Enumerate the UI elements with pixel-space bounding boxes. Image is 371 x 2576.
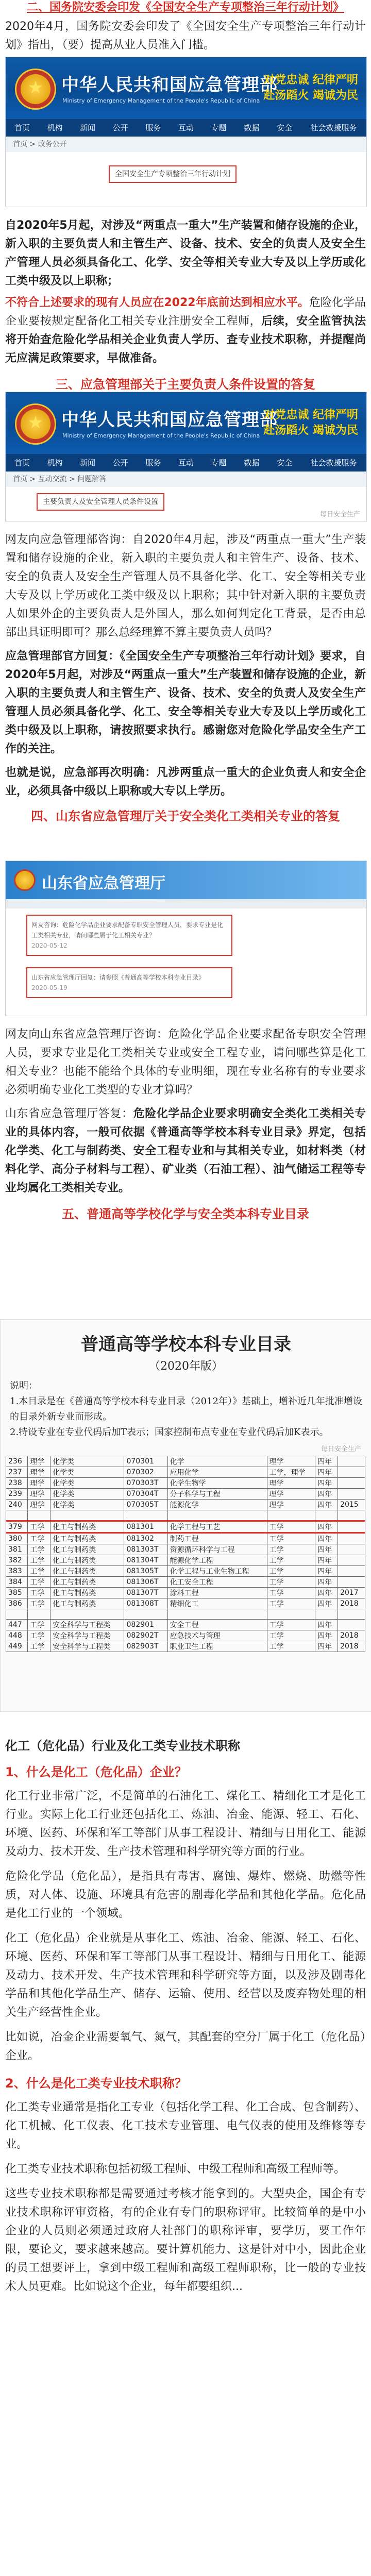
catalog-cell: 理学 bbox=[267, 1478, 315, 1489]
catalog-cell: 安全工程 bbox=[167, 1620, 267, 1630]
catalog-cell: 236 bbox=[6, 1456, 28, 1467]
question-text: 网友咨询：危险化学品企业要求配备专职安全管理人员，要求专业是化工类相关专业，请问哪些属于化工相关专业？ bbox=[31, 921, 224, 939]
heading-2: 二、国务院安委会印发《全国安全生产专项整治三年行动计划》 bbox=[26, 1, 344, 14]
catalog-cell: 资源循环科学与工程 bbox=[167, 1544, 267, 1555]
catalog-cell bbox=[338, 1489, 365, 1500]
nav-item[interactable]: 机构 bbox=[47, 123, 63, 132]
heading-3: 三、应急管理部关于主要负责人条件设置的答复 bbox=[56, 377, 315, 392]
catalog-cell bbox=[167, 1510, 267, 1521]
catalog-note-title: 说明： bbox=[10, 1380, 38, 1391]
section-4-text bbox=[0, 1025, 371, 1223]
ministry-title-en: Ministry of Emergency Management of the People's Republic of China bbox=[62, 97, 260, 104]
catalog-cell: 四年 bbox=[315, 1467, 338, 1478]
catalog-row bbox=[6, 1620, 365, 1630]
catalog-cell: 化工与制药类 bbox=[50, 1544, 124, 1555]
catalog-cell: 380 bbox=[6, 1533, 28, 1544]
ministry-website-screenshot-1 bbox=[5, 57, 367, 207]
catalog-cell: 四年 bbox=[315, 1566, 338, 1577]
catalog-cell: 四年 bbox=[315, 1533, 338, 1544]
catalog-cell bbox=[50, 1510, 124, 1521]
nav-item[interactable]: 专题 bbox=[211, 458, 227, 467]
catalog-cell: 化工与制药类 bbox=[50, 1555, 124, 1566]
catalog-cell: 四年 bbox=[315, 1555, 338, 1566]
nav-item[interactable]: 公开 bbox=[112, 123, 128, 132]
catalog-row bbox=[6, 1555, 365, 1566]
catalog-cell bbox=[338, 1510, 365, 1521]
catalog-row bbox=[6, 1544, 365, 1555]
answer-date: 2020-05-19 bbox=[31, 984, 68, 991]
catalog-cell: 安全科学与工程类 bbox=[50, 1620, 124, 1630]
question-box bbox=[26, 915, 232, 956]
nav-item[interactable]: 专题 bbox=[211, 123, 227, 132]
catalog-cell: 381 bbox=[6, 1544, 28, 1555]
paragraph-2-text: 自2020年5月起，对涉及“两重点一重大”生产装置和储存设施的企业，新入职的主要负责人和主管生产、设备、技术、安全的负责人及安全生产管理人员必须具备化工、化学、安全等相关专业大专及以上学历或化工类中级及以上职称； bbox=[5, 219, 366, 288]
paragraph-8 bbox=[0, 1105, 371, 1198]
catalog-cell: 070301 bbox=[124, 1456, 167, 1467]
nav-item[interactable]: 首页 bbox=[14, 458, 30, 467]
catalog-cell bbox=[124, 1510, 167, 1521]
catalog-cell: 理学 bbox=[28, 1456, 50, 1467]
catalog-cell: 383 bbox=[6, 1566, 28, 1577]
nav-item[interactable]: 互动 bbox=[178, 458, 194, 467]
catalog-cell: 449 bbox=[6, 1641, 28, 1652]
catalog-cell: 四年 bbox=[315, 1521, 338, 1533]
answer-box bbox=[26, 967, 232, 998]
catalog-cell: 理学 bbox=[267, 1500, 315, 1510]
catalog-row bbox=[6, 1588, 365, 1598]
catalog-cell: 448 bbox=[6, 1630, 28, 1641]
nav-item[interactable]: 数据 bbox=[244, 123, 260, 132]
catalog-cell: 制药工程 bbox=[167, 1533, 267, 1544]
ministry-nav bbox=[6, 119, 366, 137]
catalog-cell: 化学生物学 bbox=[167, 1478, 267, 1489]
slogan-line-1: 对党忠诚 纪律严明 bbox=[263, 74, 358, 87]
catalog-cell: 工学 bbox=[267, 1620, 315, 1630]
shandong-banner bbox=[6, 861, 366, 899]
catalog-cell bbox=[338, 1566, 365, 1577]
catalog-cell: 工学 bbox=[267, 1630, 315, 1641]
breadcrumb: 首页 > 政务公开 bbox=[6, 137, 366, 152]
catalog-cell: 081305T bbox=[124, 1566, 167, 1577]
catalog-cell: 四年 bbox=[315, 1630, 338, 1641]
catalog-row bbox=[6, 1521, 365, 1533]
catalog-cell: 447 bbox=[6, 1620, 28, 1630]
catalog-cell bbox=[267, 1609, 315, 1620]
catalog-cell: 384 bbox=[6, 1577, 28, 1588]
paragraph-7: 网友向山东省应急管理厅咨询：危险化学品企业要求配备专职安全管理人员，要求专业是化工类相关专业或安全工程专业，请问哪些算是化工相关专业？也能不能给个具体的专业明细，现在专业名称有的专业要求必须明确专业化工类型的专业才算吗？ bbox=[5, 1028, 366, 1097]
catalog-cell: 070305T bbox=[124, 1500, 167, 1510]
catalog-cell bbox=[338, 1456, 365, 1467]
catalog-cell: 082902T bbox=[124, 1630, 167, 1641]
paragraph-6-text: 也就是说，应急部再次明确：凡涉两重点一重大的企业负责人和安全企业，必须具备中级以上职称或大专以上学历。 bbox=[5, 766, 366, 798]
catalog-cell: 070302 bbox=[124, 1467, 167, 1478]
section-6 bbox=[0, 1737, 371, 2296]
catalog-cell: 工学 bbox=[267, 1544, 315, 1555]
ministry-title: 中华人民共和国应急管理部 bbox=[61, 75, 278, 95]
catalog-cell: 工学 bbox=[267, 1555, 315, 1566]
nav-item[interactable]: 数据 bbox=[244, 458, 260, 467]
paragraph-8-text: 危险化学品企业要求明确安全类化工类相关专业的具体内容，一般可依据《普通高等学校本科专业目录》界定，包括化学类、化工与制药类、安全工程专业和与其相关专业，如材料类（材料化学、高分子材料与工程）、矿业类（石油工程）、油气储运工程等专业均属化工类相关专业。 bbox=[5, 1107, 366, 1194]
catalog-cell: 2018 bbox=[338, 1598, 365, 1609]
catalog-note-2: 2.特设专业在专业代码后加T表示；国家控制布点专业在专业代码后加K表示。 bbox=[10, 1427, 329, 1438]
shandong-nav bbox=[6, 899, 366, 908]
ministry-website-screenshot-2 bbox=[5, 392, 367, 521]
catalog-cell: 工学 bbox=[267, 1521, 315, 1533]
breadcrumb: 首页 > 互动交流 > 问题解答 bbox=[6, 472, 366, 487]
catalog-cell: 工学 bbox=[28, 1521, 50, 1533]
catalog-cell: 工学 bbox=[28, 1533, 50, 1544]
catalog-cell: 四年 bbox=[315, 1577, 338, 1588]
paragraph-10: 危险化学品（危化品），是指具有毒害、腐蚀、爆炸、燃烧、助燃等性质，对人体、设施、环境具有危害的剧毒化学品和其他化学品。危化品是化工行业的一个领域。 bbox=[5, 1870, 366, 1920]
nav-item[interactable]: 安全 bbox=[276, 458, 292, 467]
catalog-cell: 工学 bbox=[267, 1588, 315, 1598]
catalog-cell bbox=[338, 1609, 365, 1620]
nav-item[interactable]: 社会救援服务 bbox=[310, 123, 357, 132]
national-emblem-icon bbox=[15, 69, 56, 110]
heading-4: 四、山东省应急管理厅关于安全类化工类相关专业的答复 bbox=[31, 809, 340, 823]
catalog-cell bbox=[28, 1510, 50, 1521]
catalog-cell: 化工与制药类 bbox=[50, 1598, 124, 1609]
nav-item[interactable]: 首页 bbox=[14, 123, 30, 132]
catalog-cell bbox=[338, 1555, 365, 1566]
question-1: 1、什么是化工（危化品）企业？ bbox=[5, 1765, 187, 1779]
catalog-cell: 化学类 bbox=[50, 1489, 124, 1500]
catalog-cell: 职业卫生工程 bbox=[167, 1641, 267, 1652]
paragraph-8-lead: 山东省应急管理厅答复： bbox=[5, 1107, 133, 1120]
catalog-cell: 化工与制药类 bbox=[50, 1521, 124, 1533]
catalog-title: 普通高等学校本科专业目录 bbox=[81, 1334, 291, 1355]
catalog-cell bbox=[6, 1510, 28, 1521]
nav-item[interactable]: 新闻 bbox=[80, 458, 96, 467]
catalog-cell: 2018 bbox=[338, 1641, 365, 1652]
catalog-cell: 理学 bbox=[267, 1456, 315, 1467]
national-emblem-icon bbox=[15, 403, 56, 445]
catalog-cell bbox=[338, 1544, 365, 1555]
catalog-cell: 安全科学与工程类 bbox=[50, 1630, 124, 1641]
catalog-cell: 化学类 bbox=[50, 1467, 124, 1478]
catalog-cell: 081303T bbox=[124, 1544, 167, 1555]
paragraph-5 bbox=[0, 647, 371, 759]
paragraph-4: 网友向应急管理部咨询：自2020年4月起，涉及“两重点一重大”生产装置和储存设施的企业，新入职的主要负责人和主管生产、设备、技术、安全的负责人及安全生产管理人员不具备化学、化工、安全等相关专业大专及以上学历或化工类中级及以上职称；其中针对新入职的主要负责人如果外企的主要负责人是外国人，那么如何判定化工背景，是否由总部出具证明即可？那么总经理算不算主要负责人员吗？ bbox=[5, 533, 366, 639]
catalog-cell: 化工与制药类 bbox=[50, 1533, 124, 1544]
catalog-note-1: 1.本目录是在《普通高等学校本科专业目录（2012年）》基础上，增补近几年批准增设的目录外新专业而形成。 bbox=[10, 1396, 362, 1422]
catalog-cell: 化学类 bbox=[50, 1456, 124, 1467]
catalog-cell: 工学 bbox=[267, 1598, 315, 1609]
catalog-cell: 081301 bbox=[124, 1521, 167, 1533]
catalog-cell: 070303T bbox=[124, 1478, 167, 1489]
section-6-title: 化工（危化品）行业及化工类专业技术职称 bbox=[5, 1739, 240, 1753]
section-2-text bbox=[0, 216, 371, 394]
catalog-cell: 四年 bbox=[315, 1489, 338, 1500]
catalog-row bbox=[6, 1510, 365, 1521]
catalog-row bbox=[6, 1641, 365, 1652]
catalog-row bbox=[6, 1456, 365, 1467]
ministry-slogan bbox=[263, 408, 358, 439]
catalog-cell: 涂料工程 bbox=[167, 1588, 267, 1598]
catalog-cell: 386 bbox=[6, 1598, 28, 1609]
catalog-row bbox=[6, 1609, 365, 1620]
catalog-cell: 理学 bbox=[28, 1478, 50, 1489]
paragraph-2 bbox=[0, 216, 371, 291]
catalog-table bbox=[6, 1456, 365, 1652]
nav-item[interactable]: 安全 bbox=[276, 123, 292, 132]
catalog-cell: 分子科学与工程 bbox=[167, 1489, 267, 1500]
catalog-cell: 082903T bbox=[124, 1641, 167, 1652]
catalog-cell: 理学 bbox=[28, 1500, 50, 1510]
watermark: 每日安全生产 bbox=[319, 511, 360, 518]
nav-item[interactable]: 机构 bbox=[47, 458, 63, 467]
shandong-website-screenshot bbox=[5, 861, 367, 1016]
catalog-cell: 081308T bbox=[124, 1598, 167, 1609]
ministry-nav bbox=[6, 454, 366, 472]
ministry-banner bbox=[6, 57, 366, 119]
catalog-cell: 081302 bbox=[124, 1533, 167, 1544]
catalog-cell bbox=[338, 1467, 365, 1478]
catalog-cell: 081307T bbox=[124, 1588, 167, 1598]
catalog-cell: 385 bbox=[6, 1588, 28, 1598]
catalog-row bbox=[6, 1533, 365, 1544]
ministry-title-en: Ministry of Emergency Management of the People's Republic of China bbox=[62, 432, 260, 439]
catalog-cell bbox=[50, 1609, 124, 1620]
catalog-cell bbox=[338, 1577, 365, 1588]
catalog-cell: 四年 bbox=[315, 1641, 338, 1652]
paragraph-3 bbox=[0, 294, 371, 368]
catalog-cell: 四年 bbox=[315, 1478, 338, 1489]
catalog-cell: 化学工程与工艺 bbox=[167, 1521, 267, 1533]
highlighted-question[interactable]: 主要负责人及安全管理人员条件设置 bbox=[37, 493, 164, 511]
catalog-cell: 安全科学与工程类 bbox=[50, 1641, 124, 1652]
catalog-cell: 2018 bbox=[338, 1630, 365, 1641]
catalog-cell bbox=[315, 1609, 338, 1620]
catalog-row bbox=[6, 1500, 365, 1510]
catalog-cell: 能源化学工程 bbox=[167, 1555, 267, 1566]
catalog-cell: 四年 bbox=[315, 1598, 338, 1609]
deadline-highlight: 不符合上述要求的现有人员应在2022年底前达到相应水平。 bbox=[5, 296, 309, 309]
catalog-row bbox=[6, 1478, 365, 1489]
catalog-cell: 化工安全工程 bbox=[167, 1577, 267, 1588]
catalog-cell bbox=[267, 1510, 315, 1521]
catalog-cell: 四年 bbox=[315, 1588, 338, 1598]
catalog-cell: 应急技术与管理 bbox=[167, 1630, 267, 1641]
paragraph-13: 化工类专业通常是指化工专业（包括化学工程、化工合成、包含制药）、化工机械、化工仪表、化工技术专业管理、电气仪表的使用及维修等专业。 bbox=[5, 2101, 366, 2151]
paragraph-9: 化工行业非常广泛，不是简单的石油化工、煤化工、精细化工才是化工行业。实际上化工行业还包括化工、炼油、冶金、能源、轻工、石化、环境、医药、环保和军工等部门从事工程设计、精细与日用化工、能源及动力、技术开发、生产技术管理和科学研究等方面的行业。 bbox=[5, 1790, 366, 1858]
catalog-row bbox=[6, 1577, 365, 1588]
catalog-cell: 理学 bbox=[28, 1467, 50, 1478]
nav-item[interactable]: 社会救援服务 bbox=[310, 458, 357, 467]
paragraph-12: 比如说，冶金企业需要氧气、氮气，其配套的空分厂属于化工（危化品）企业。 bbox=[5, 2031, 366, 2062]
answer-text: 山东省应急管理厅回复：请参照《普通高等学校本科专业目录》 bbox=[31, 974, 205, 981]
question-date: 2020-05-12 bbox=[31, 942, 68, 949]
catalog-cell: 工学 bbox=[267, 1577, 315, 1588]
catalog-year: （2020年版） bbox=[149, 1360, 223, 1373]
catalog-cell: 工学 bbox=[267, 1566, 315, 1577]
watermark: 每日安全生产 bbox=[321, 1445, 361, 1453]
catalog-cell: 化工与制药类 bbox=[50, 1588, 124, 1598]
catalog-cell: 化学类 bbox=[50, 1500, 124, 1510]
catalog-row bbox=[6, 1598, 365, 1609]
catalog-cell bbox=[338, 1533, 365, 1544]
catalog-cell: 工学 bbox=[28, 1588, 50, 1598]
catalog-cell: 238 bbox=[6, 1478, 28, 1489]
paragraph-3-bold: 后续，安全监管执法将开始查危险化学品相关企业负责人学历、查专业技术职称，并提醒尚无应满足政策要求，早做准备。 bbox=[5, 315, 366, 365]
catalog-cell bbox=[28, 1609, 50, 1620]
catalog-cell: 081306T bbox=[124, 1577, 167, 1588]
nav-item[interactable]: 互动 bbox=[178, 123, 194, 132]
slogan-line-1: 对党忠诚 纪律严明 bbox=[263, 409, 358, 422]
ministry-banner bbox=[6, 392, 366, 454]
catalog-cell: 能源化学 bbox=[167, 1500, 267, 1510]
paragraph-15: 这些专业技术职称都是需要通过考核才能拿到的。大型央企，国企有专业技术职称评审资格，有的企业有专门的职称评审。比较简单的是中小企业的人员则必须通过政府人社部门的职称评审，要学历，要工作年限，要论文，要求越来越高。要计算机能力、这是针对中小，因此企业的员工想要评上，拿到中级工程师和高级工程师职称，比一般的专业技术人员更难。比如说这个企业，每年都要组织... bbox=[5, 2187, 366, 2293]
paragraph-5-text: 应急管理部官方回复：《全国安全生产专项整治三年行动计划》要求，自2020年5月起，对涉及“两重点一重大”生产装置和储存设施的企业，新入职的主要负责人和主管生产、设备、技术、安全的负责人及安全生产管理人员必须具备化学、化工、安全等相关专业大专及以上学历或化工类中级及以上职称，请按照要求执行。感谢您对危险化学品安全生产工作的关注。 bbox=[5, 650, 366, 755]
catalog-cell: 理学 bbox=[28, 1489, 50, 1500]
paragraph-6 bbox=[0, 764, 371, 801]
paragraph-1: 2020年4月，国务院安委会印发了《全国安全生产专项整治三年行动计划》指出，（要）提高从业人员准入门槛。 bbox=[5, 20, 366, 52]
catalog-cell: 工学 bbox=[28, 1555, 50, 1566]
catalog-cell: 工学 bbox=[267, 1533, 315, 1544]
catalog-cell: 化学 bbox=[167, 1456, 267, 1467]
catalog-cell: 工学 bbox=[28, 1566, 50, 1577]
section-3-text bbox=[0, 531, 371, 826]
catalog-cell: 070304T bbox=[124, 1489, 167, 1500]
catalog-cell: 工学 bbox=[267, 1641, 315, 1652]
catalog-cell bbox=[338, 1620, 365, 1630]
catalog-cell: 化工与制药类 bbox=[50, 1566, 124, 1577]
catalog-row bbox=[6, 1467, 365, 1478]
ministry-slogan bbox=[263, 73, 358, 104]
catalog-cell bbox=[338, 1478, 365, 1489]
catalog-cell: 四年 bbox=[315, 1620, 338, 1630]
catalog-cell: 工学 bbox=[28, 1598, 50, 1609]
nav-item[interactable]: 公开 bbox=[112, 458, 128, 467]
catalog-cell: 四年 bbox=[315, 1500, 338, 1510]
catalog-cell: 化学类 bbox=[50, 1478, 124, 1489]
catalog-image bbox=[0, 1319, 371, 1712]
slogan-line-2: 赴汤蹈火 竭诚为民 bbox=[263, 89, 358, 102]
catalog-cell bbox=[124, 1609, 167, 1620]
heading-5: 五、普通高等学校化学与安全类本科专业目录 bbox=[62, 1207, 309, 1221]
catalog-cell: 2017 bbox=[338, 1588, 365, 1598]
catalog-cell: 379 bbox=[6, 1521, 28, 1533]
shandong-title: 山东省应急管理厅 bbox=[42, 874, 165, 893]
catalog-cell: 工学，理学 bbox=[267, 1467, 315, 1478]
catalog-cell: 工学 bbox=[28, 1630, 50, 1641]
question-2: 2、什么是化工类专业技术职称？ bbox=[5, 2076, 187, 2091]
nav-item[interactable]: 服务 bbox=[145, 123, 161, 132]
catalog-cell: 081304T bbox=[124, 1555, 167, 1566]
slogan-line-2: 赴汤蹈火 竭诚为民 bbox=[263, 424, 358, 437]
catalog-cell: 工学 bbox=[28, 1620, 50, 1630]
catalog-cell: 2015 bbox=[338, 1500, 365, 1510]
catalog-cell: 理学 bbox=[267, 1489, 315, 1500]
ministry-title: 中华人民共和国应急管理部 bbox=[61, 410, 278, 430]
catalog-cell: 240 bbox=[6, 1500, 28, 1510]
catalog-cell: 应用化学 bbox=[167, 1467, 267, 1478]
paragraph-14: 化工类专业技术职称包括初级工程师、中级工程师和高级工程师等。 bbox=[5, 2163, 346, 2176]
catalog-cell: 精细化工 bbox=[167, 1598, 267, 1609]
nav-item[interactable]: 服务 bbox=[145, 458, 161, 467]
catalog-cell bbox=[338, 1521, 365, 1533]
catalog-cell: 四年 bbox=[315, 1456, 338, 1467]
catalog-cell: 239 bbox=[6, 1489, 28, 1500]
emblem-icon bbox=[14, 869, 36, 891]
catalog-cell: 化学工程与工业生物工程 bbox=[167, 1566, 267, 1577]
catalog-row bbox=[6, 1489, 365, 1500]
catalog-cell bbox=[167, 1609, 267, 1620]
catalog-cell: 237 bbox=[6, 1467, 28, 1478]
highlighted-notice[interactable]: 全国安全生产专项整治三年行动计划 bbox=[109, 165, 237, 183]
section-2 bbox=[0, 0, 371, 55]
catalog-row bbox=[6, 1566, 365, 1577]
catalog-cell: 382 bbox=[6, 1555, 28, 1566]
catalog-cell: 工学 bbox=[28, 1577, 50, 1588]
catalog-cell: 工学 bbox=[28, 1544, 50, 1555]
catalog-row bbox=[6, 1630, 365, 1641]
nav-item[interactable]: 新闻 bbox=[80, 123, 96, 132]
catalog-cell: 四年 bbox=[315, 1544, 338, 1555]
catalog-cell bbox=[6, 1609, 28, 1620]
paragraph-11: 化工（危化品）企业就是从事化工、炼油、冶金、能源、轻工、石化、环境、医药、环保和军工等部门从事工程设计、精细与日用化工、能源及动力、技术开发、生产技术管理和科学研究等方面，以及涉及剧毒化学品和其他化学品生产、储存、运输、使用、经营以及废弃物处理的相关生产经营性企业。 bbox=[5, 1932, 366, 2019]
catalog-cell bbox=[315, 1510, 338, 1521]
catalog-cell: 082901 bbox=[124, 1620, 167, 1630]
catalog-cell: 化工与制药类 bbox=[50, 1577, 124, 1588]
catalog-cell: 工学 bbox=[28, 1641, 50, 1652]
paragraph-3-text: 危险化学品企业要按规定配备化工相关专业注册安全工程师， bbox=[5, 296, 366, 328]
